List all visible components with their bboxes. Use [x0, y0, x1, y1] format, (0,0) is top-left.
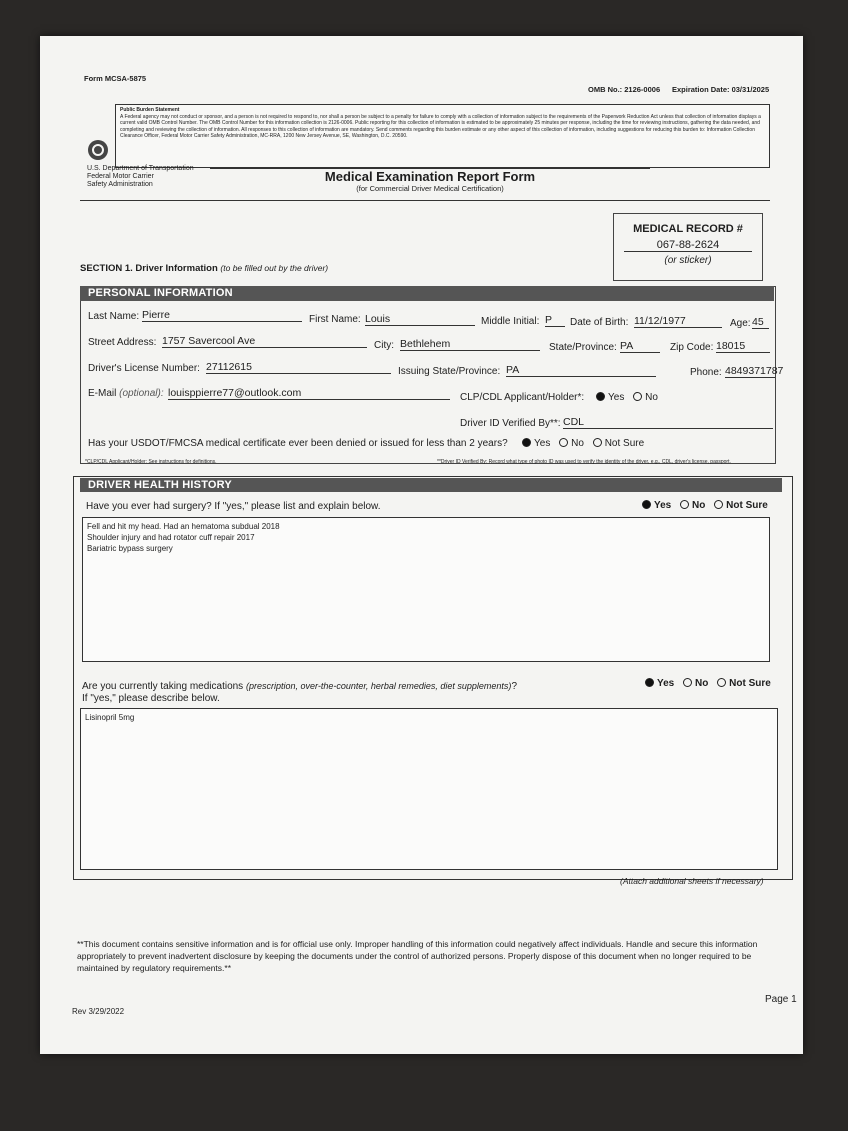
city-label: City:	[374, 340, 394, 351]
page-number: Page 1	[765, 994, 797, 1005]
section1-note: (to be filled out by the driver)	[220, 263, 329, 273]
dot-logo-icon	[88, 140, 108, 160]
expiration-date: Expiration Date: 03/31/2025	[672, 85, 770, 94]
burden-text: A Federal agency may not conduct or sponsor, and a person is not required to respond to, nor shall a person be subject to a penalty for failure to comply with a collection of information subject to the requirements of the Paperwork Reduction Act unless that collection of information displays a current valid OMB Control Number. The OMB Control Number for this information collection is 2126-0006. Public reporting for this collection of information is estimated to be approximately 25 minutes per response, including the time for reviewing instructions, gathering the data needed, and completing and reviewing the collection of information. All responses to this collection of information are mandatory. Send comments regarding this burden estimate or any other aspect of this collection of information, including suggestions for reducing this burden to: Information Collection Clearance Officer, Federal Motor Carrier Safety Administration, MC-RRA, 1200 New Jersey Avenue, SE, Washington, D.C. 20590.	[120, 113, 761, 139]
medication-notsure-label: Not Sure	[729, 678, 771, 689]
email-label: E-Mail	[88, 388, 117, 399]
medical-record-label: MEDICAL RECORD #	[633, 223, 743, 235]
dob-label: Date of Birth:	[570, 317, 629, 328]
age-field[interactable]: 45	[752, 316, 769, 329]
zip-label: Zip Code:	[670, 342, 714, 353]
medication-yes-label: Yes	[657, 678, 675, 689]
license-label: Driver's License Number:	[88, 363, 200, 374]
medication-question-text: Are you currently taking medications	[82, 681, 244, 692]
state-field[interactable]: PA	[620, 340, 660, 353]
clp-no-radio[interactable]	[633, 392, 642, 401]
revision-date: Rev 3/29/2022	[72, 1007, 125, 1016]
footnote-verified: **Driver ID Verified By: Record what type of photo ID was used to verify the identity of the driver, e.g., CDL, driver's license, passport.	[437, 459, 731, 465]
denied-yes-label: Yes	[534, 438, 551, 449]
burden-title: Public Burden Statement	[120, 107, 180, 113]
medication-notsure-radio[interactable]	[717, 678, 726, 687]
email-label-block	[88, 388, 164, 399]
agency-line2: Federal Motor Carrier	[87, 173, 154, 180]
street-label: Street Address:	[88, 337, 157, 348]
agency-line1: U.S. Department of Transportation	[87, 165, 194, 172]
section1-title: SECTION 1. Driver Information	[80, 263, 218, 274]
verified-label: Driver ID Verified By**:	[460, 418, 561, 429]
surgery-options	[642, 500, 768, 511]
title-block	[210, 168, 650, 193]
clp-options	[596, 392, 658, 403]
form-page	[40, 36, 803, 1054]
clp-yes-radio[interactable]	[596, 392, 605, 401]
phone-field[interactable]: 4849371787	[725, 365, 784, 377]
denied-notsure-radio[interactable]	[593, 438, 602, 447]
agency-block	[87, 165, 194, 189]
medication-options	[645, 678, 771, 689]
medical-record-number: 067-88-2624	[624, 239, 752, 252]
medication-question-end: ?	[511, 681, 517, 692]
medical-record-sticker: (or sticker)	[664, 255, 712, 266]
header-rule	[80, 200, 770, 201]
medical-record-box	[613, 213, 763, 281]
first-name-field[interactable]: Louis	[365, 313, 475, 326]
medication-question-2: If "yes," please describe below.	[82, 693, 220, 704]
surgery-no-label: No	[692, 500, 706, 511]
medication-question	[82, 681, 517, 692]
clp-label: CLP/CDL Applicant/Holder*:	[460, 392, 585, 403]
surgery-question: Have you ever had surgery? If "yes," please list and explain below.	[86, 501, 381, 512]
footnote-clp: *CLP/CDL Applicant/Holder: See instructions for definitions.	[85, 459, 217, 465]
zip-field[interactable]: 18015	[716, 340, 770, 353]
denied-yes-radio[interactable]	[522, 438, 531, 447]
burden-statement	[115, 104, 770, 168]
agency-line3: Safety Administration	[87, 181, 153, 188]
medication-textarea[interactable]: Lisinopril 5mg	[80, 708, 778, 870]
form-subtitle: (for Commercial Driver Medical Certification)	[356, 184, 504, 193]
attach-note: (Attach additional sheets if necessary)	[620, 876, 764, 886]
surgery-no-radio[interactable]	[680, 500, 689, 509]
denied-no-radio[interactable]	[559, 438, 568, 447]
middle-initial-field[interactable]: P	[545, 314, 565, 327]
medication-no-radio[interactable]	[683, 678, 692, 687]
first-name-label: First Name:	[309, 314, 361, 325]
phone-label: Phone:	[690, 367, 722, 378]
omb-number: OMB No.: 2126-0006	[588, 85, 661, 94]
issuing-label: Issuing State/Province:	[398, 366, 501, 377]
dob-field[interactable]: 11/12/1977	[634, 315, 722, 328]
surgery-yes-radio[interactable]	[642, 500, 651, 509]
medication-question-examples: (prescription, over-the-counter, herbal remedies, diet supplements)	[245, 681, 512, 691]
last-name-field[interactable]: Pierre	[142, 309, 302, 322]
personal-info-bar: PERSONAL INFORMATION	[80, 286, 774, 301]
medication-yes-radio[interactable]	[645, 678, 654, 687]
denied-options	[522, 438, 644, 449]
state-label: State/Province:	[549, 342, 617, 353]
health-history-bar: DRIVER HEALTH HISTORY	[80, 478, 782, 492]
age-label: Age:	[730, 318, 751, 329]
form-id: Form MCSA-5875	[84, 74, 147, 83]
clp-yes-label: Yes	[608, 392, 625, 403]
section1-heading	[80, 263, 328, 274]
email-optional: (optional):	[119, 388, 164, 399]
middle-initial-label: Middle Initial:	[481, 316, 540, 327]
surgery-notsure-label: Not Sure	[726, 500, 768, 511]
surgery-textarea[interactable]: Fell and hit my head. Had an hematoma subdual 2018 Shoulder injury and had rotator cuff repair 2017 Bariatric bypass surgery	[82, 517, 770, 662]
city-field[interactable]: Bethlehem	[400, 338, 540, 351]
surgery-notsure-radio[interactable]	[714, 500, 723, 509]
denied-question: Has your USDOT/FMCSA medical certificate ever been denied or issued for less than 2 years?	[88, 438, 508, 449]
email-field[interactable]: louisppierre77@outlook.com	[168, 387, 450, 400]
issuing-field[interactable]: PA	[506, 364, 656, 377]
street-field[interactable]: 1757 Savercool Ave	[162, 335, 367, 348]
verified-field[interactable]: CDL	[563, 416, 773, 429]
sensitive-notice: **This document contains sensitive information and is for official use only. Improper handling of this information could negatively affect individuals. Handle and secure this information appropriately to prevent inadvertent disclosure by keeping the documents under the control of authorized persons. Properly dispose of this document when no longer required to be maintained by regulatory requirements.**	[77, 939, 758, 973]
medication-no-label: No	[695, 678, 709, 689]
surgery-yes-label: Yes	[654, 500, 672, 511]
license-field[interactable]: 27112615	[206, 361, 391, 374]
denied-notsure-label: Not Sure	[604, 438, 645, 449]
denied-no-label: No	[571, 438, 584, 449]
clp-no-label: No	[645, 392, 658, 403]
last-name-label: Last Name:	[88, 311, 140, 322]
form-title: Medical Examination Report Form	[324, 169, 536, 184]
